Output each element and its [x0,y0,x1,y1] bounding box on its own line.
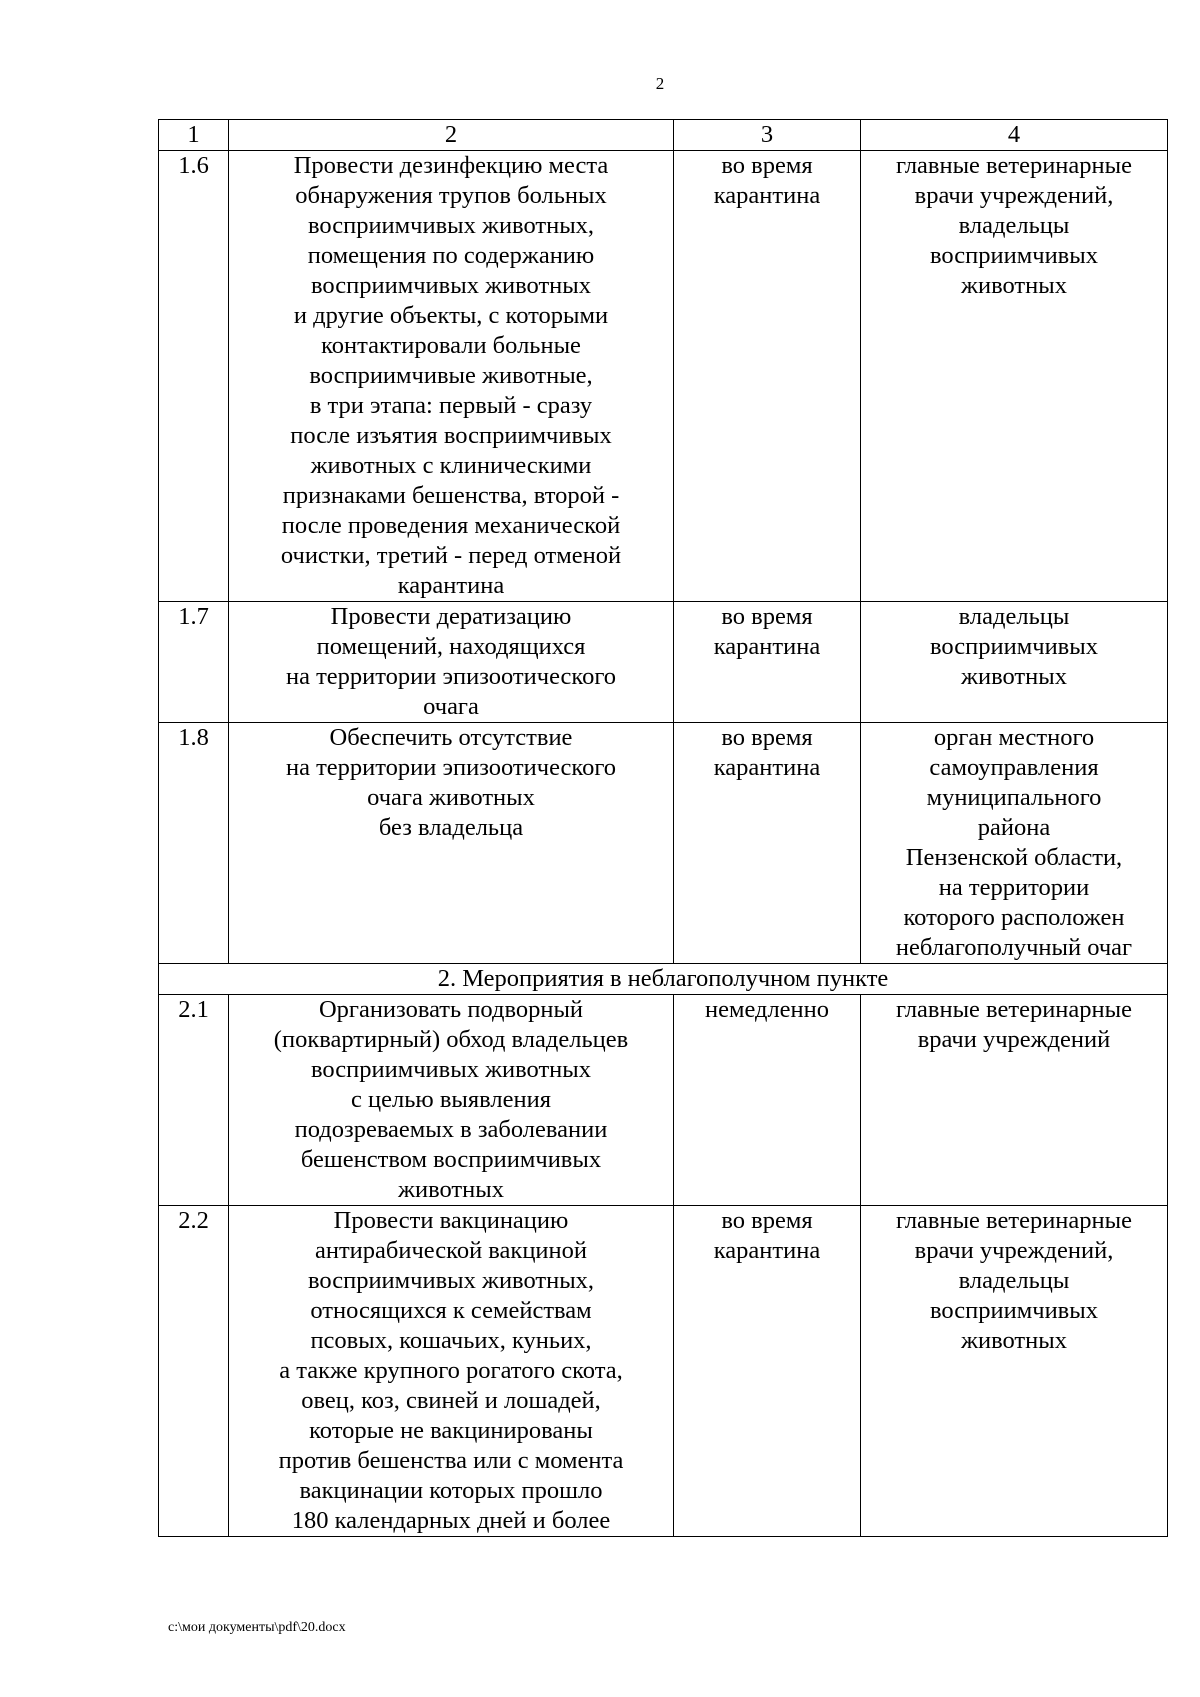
action-cell-line: восприимчивых животных [311,1056,591,1083]
responsible-cell-line: муниципального [926,784,1102,811]
responsible-cell-line: животных [961,272,1067,299]
responsible-cell-line: орган местного [933,724,1095,751]
responsible-cell-line: владельцы [958,212,1070,239]
footer-file-path: c:\мои документы\pdf\20.docx [168,1620,346,1635]
responsible-cell-line: врачи учреждений, [914,1237,1114,1264]
term-cell [674,995,861,1206]
header-col-3: 3 [674,120,861,151]
action-cell-line: с целью выявления [351,1086,551,1113]
section-row [159,964,1168,995]
table-row [159,151,1168,602]
action-cell-line: антирабической вакциной [314,1237,588,1264]
responsible-cell-line: восприимчивых [930,633,1098,660]
action-cell [229,1206,674,1537]
table-header-row [159,120,1168,151]
term-cell-line: карантина [713,633,821,660]
responsible-cell-line: владельцы [958,1267,1070,1294]
term-cell-line: карантина [713,1237,821,1264]
action-cell-line: на территории эпизоотического [285,754,617,781]
table-body [159,120,1168,1537]
action-cell-line: Провести дезинфекцию места [293,152,609,179]
action-cell-line: животных [398,1176,504,1203]
responsible-cell-line: неблагополучный очаг [895,934,1133,961]
header-col-4: 4 [861,120,1168,151]
header-col-1: 1 [159,120,229,151]
responsible-cell [861,723,1168,964]
row-number: 2.1 [159,995,229,1206]
action-cell-line: животных с клиническими [310,452,592,479]
responsible-cell-line: Пензенской области, [905,844,1123,871]
action-cell-line: вакцинации которых прошло [299,1477,603,1504]
term-cell-line: во время [721,1207,813,1234]
responsible-cell-line: восприимчивых [930,242,1098,269]
term-cell [674,602,861,723]
action-cell [229,995,674,1206]
responsible-cell-line: восприимчивых [930,1297,1098,1324]
action-cell-line: псовых, кошачьих, куньих, [310,1327,592,1354]
responsible-cell-line: животных [961,663,1067,690]
responsible-cell-line: врачи учреждений, [914,182,1114,209]
action-cell-line: помещения по содержанию [307,242,595,269]
responsible-cell-line: самоуправления [929,754,1099,781]
responsible-cell [861,602,1168,723]
term-cell [674,151,861,602]
action-cell-line: помещений, находящихся [316,633,586,660]
table-row [159,1206,1168,1537]
action-cell [229,151,674,602]
responsible-cell-line: которого расположен [903,904,1125,931]
action-cell-line: после изъятия восприимчивых [290,422,612,449]
action-cell [229,602,674,723]
action-cell-line: контактировали больные [321,332,581,359]
table-row [159,602,1168,723]
page-number: 2 [655,74,665,93]
header-col-2: 2 [229,120,674,151]
action-cell-line: которые не вакцинированы [309,1417,593,1444]
action-cell-line: восприимчивых животных, [307,212,595,239]
term-cell-line: карантина [713,754,821,781]
table-row [159,995,1168,1206]
responsible-cell [861,995,1168,1206]
row-number: 1.8 [159,723,229,964]
action-cell-line: против бешенства или с момента [278,1447,624,1474]
responsible-cell [861,1206,1168,1537]
responsible-cell-line: главные ветеринарные [896,1207,1132,1234]
action-cell-line: восприимчивых животных, [307,1267,595,1294]
action-cell-line: после проведения механической [281,512,621,539]
action-cell-line: 180 календарных дней и более [291,1507,611,1534]
responsible-cell-line: главные ветеринарные [896,996,1132,1023]
action-cell-line: обнаружения трупов больных [295,182,607,209]
action-cell-line: подозреваемых в заболевании [294,1116,608,1143]
action-cell-line: а также крупного рогатого скота, [279,1357,623,1384]
action-cell-line: очага животных [367,784,535,811]
term-cell-line: во время [721,152,813,179]
action-cell-line: Провести вакцинацию [333,1207,569,1234]
action-cell-line: относящихся к семействам [310,1297,592,1324]
action-cell-line: и другие объекты, с которыми [293,302,609,329]
action-cell-line: без владельца [378,814,524,841]
action-cell-line: в три этапа: первый - сразу [309,392,593,419]
action-cell [229,723,674,964]
action-cell-line: овец, коз, свиней и лошадей, [301,1387,601,1414]
action-cell-line: Обеспечить отсутствие [329,724,573,751]
action-cell-line: восприимчивые животные, [309,362,593,389]
action-cell-line: (поквартирный) обход владельцев [273,1026,629,1053]
term-cell [674,723,861,964]
action-cell-line: бешенством восприимчивых [300,1146,602,1173]
responsible-cell-line: врачи учреждений [917,1026,1111,1053]
action-cell-line: карантина [397,572,505,599]
row-number: 1.7 [159,602,229,723]
responsible-cell-line: района [977,814,1051,841]
action-cell-line: восприимчивых животных [311,272,591,299]
section-heading: 2. Мероприятия в неблагополучном пункте [159,964,1168,995]
responsible-cell-line: главные ветеринарные [896,152,1132,179]
action-cell-line: признаками бешенства, второй - [282,482,620,509]
responsible-cell-line: владельцы [958,603,1070,630]
row-number: 1.6 [159,151,229,602]
action-cell-line: очага [423,693,479,720]
responsible-cell-line: животных [961,1327,1067,1354]
action-cell-line: Провести дератизацию [330,603,572,630]
measures-table [158,119,1168,1537]
term-cell-line: во время [721,724,813,751]
term-cell-line: немедленно [704,996,830,1023]
table-row [159,723,1168,964]
row-number: 2.2 [159,1206,229,1537]
responsible-cell-line: на территории [938,874,1090,901]
action-cell-line: очистки, третий - перед отменой [280,542,622,569]
term-cell-line: карантина [713,182,821,209]
action-cell-line: Организовать подворный [318,996,584,1023]
responsible-cell [861,151,1168,602]
term-cell [674,1206,861,1537]
action-cell-line: на территории эпизоотического [285,663,617,690]
term-cell-line: во время [721,603,813,630]
